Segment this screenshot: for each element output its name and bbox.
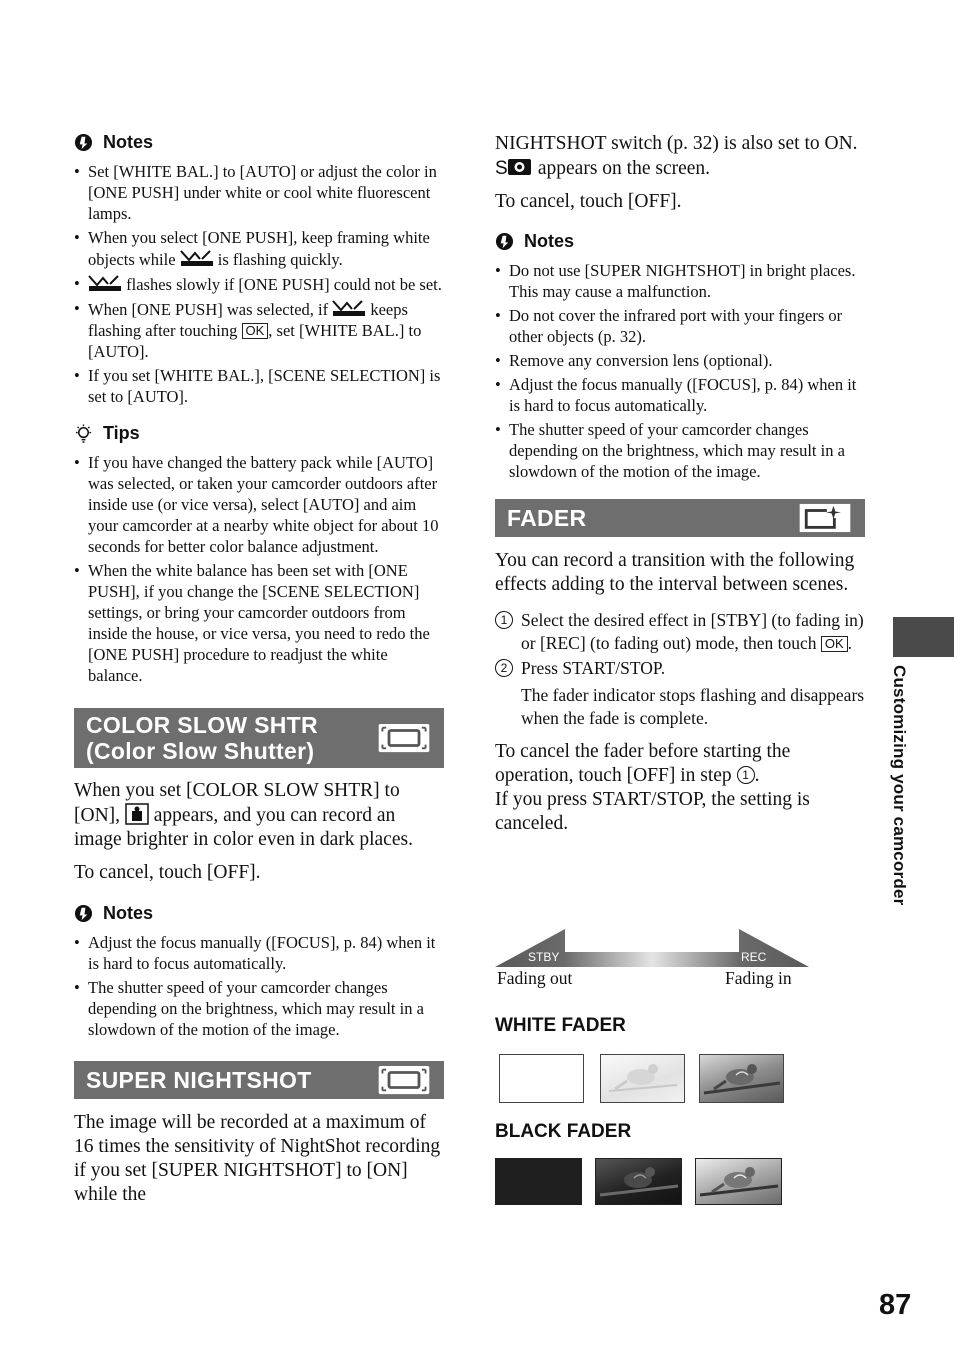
paragraph: To cancel the fader before starting the operation, touch [OFF] in step 1 . bbox=[495, 741, 791, 786]
ok-button-label: OK bbox=[821, 636, 848, 652]
super-nightshot-icon bbox=[495, 156, 533, 178]
notes-heading: Notes bbox=[495, 231, 865, 252]
right-column bbox=[495, 132, 865, 836]
list-item: • Do not use [SUPER NIGHTSHOT] in bright places. This may cause a malfunction. bbox=[495, 260, 865, 302]
white-fader-frame-3 bbox=[699, 1054, 784, 1103]
tips-list bbox=[74, 452, 444, 686]
paragraph: If you press START/STOP, the setting is canceled. bbox=[495, 789, 810, 834]
color-slow-shutter-icon bbox=[125, 803, 149, 825]
step-1: 1 Select the desired effect in [STBY] (to fading in) or [REC] (to fading out) mode, then touch OK . bbox=[495, 609, 865, 655]
left-column bbox=[74, 132, 444, 1207]
chapter-tab bbox=[893, 617, 954, 657]
section-bar-color-slow-shtr bbox=[74, 708, 444, 768]
fader-diagram bbox=[495, 928, 810, 992]
section-title: SUPER NIGHTSHOT bbox=[86, 1067, 312, 1093]
page-number: 87 bbox=[879, 1289, 912, 1321]
list-item: • Adjust the focus manually ([FOCUS], p. 84) when it is hard to focus automatically. bbox=[495, 374, 865, 416]
step-2: 2 Press START/STOP. The fader indicator stops flashing and disappears when the fade is complete. bbox=[495, 657, 865, 730]
ok-button-label: OK bbox=[242, 323, 269, 339]
list-item: • The shutter speed of your camcorder changes depending on the brightness, which may result in a slowdown of the motion of the image. bbox=[74, 977, 444, 1040]
paragraph: S appears on the screen. bbox=[495, 158, 711, 179]
camera-mode-icon bbox=[376, 723, 432, 753]
lightbulb-icon bbox=[74, 424, 93, 443]
step-number: 1 bbox=[737, 766, 755, 784]
step-detail: The fader indicator stops flashing and disappears when the fade is complete. bbox=[521, 685, 865, 728]
chapter-label: Customizing your camcorder bbox=[890, 665, 909, 906]
step-number: 2 bbox=[495, 659, 513, 677]
section-bar-fader bbox=[495, 499, 865, 537]
white-balance-icon bbox=[332, 298, 366, 318]
list-item: • Adjust the focus manually ([FOCUS], p. 84) when it is hard to focus automatically. bbox=[74, 932, 444, 974]
rec-tag: REC bbox=[741, 950, 767, 964]
list-item: • When you select [ONE PUSH], keep framing white objects while is flashing quickly. bbox=[74, 227, 444, 270]
paragraph: The image will be recorded at a maximum of 16 times the sensitivity of NightShot recording if you set [SUPER NIGHTSHOT] to [ON] while the bbox=[74, 1112, 441, 1205]
paragraph: You can record a transition with the following effects adding to the interval between scenes. bbox=[495, 550, 855, 595]
list-item: • If you set [WHITE BAL.], [SCENE SELECTION] is set to [AUTO]. bbox=[74, 365, 444, 407]
fader-icon bbox=[797, 503, 853, 533]
fading-out-caption: Fading out bbox=[497, 968, 573, 988]
white-balance-icon bbox=[88, 273, 122, 293]
white-fader-heading: WHITE FADER bbox=[495, 1015, 626, 1036]
notes-list bbox=[74, 161, 444, 407]
list-item: • Do not cover the infrared port with your fingers or other objects (p. 32). bbox=[495, 305, 865, 347]
white-fader-frame-1 bbox=[499, 1054, 584, 1103]
white-balance-icon bbox=[180, 248, 214, 268]
notes-icon bbox=[74, 904, 93, 923]
notes-list bbox=[495, 260, 865, 482]
black-fader-frame-2 bbox=[595, 1158, 682, 1205]
list-item: • Set [WHITE BAL.] to [AUTO] or adjust the color in [ONE PUSH] under white or cool white fluorescent lamps. bbox=[74, 161, 444, 224]
notes-list bbox=[74, 932, 444, 1040]
section-title: FADER bbox=[507, 505, 587, 531]
section-bar-super-nightshot bbox=[74, 1061, 444, 1099]
black-fader-heading: BLACK FADER bbox=[495, 1121, 632, 1142]
black-fader-frame-3 bbox=[695, 1158, 782, 1205]
list-item: • flashes slowly if [ONE PUSH] could not be set. bbox=[74, 273, 444, 295]
paragraph: NIGHTSHOT switch (p. 32) is also set to ON. bbox=[495, 133, 858, 154]
svg-text:S: S bbox=[495, 158, 508, 178]
list-item: • If you have changed the battery pack while [AUTO] was selected, or taken your camcorder outdoors after inside use (or vice versa), select [AUTO] and aim your camcorder at a nearby white object for about 10 seconds for better color balance adjustment. bbox=[74, 452, 444, 557]
section-title: COLOR SLOW SHTR (Color Slow Shutter) bbox=[86, 712, 318, 764]
list-item: • Remove any conversion lens (optional). bbox=[495, 350, 865, 371]
cancel-text: To cancel, touch [OFF]. bbox=[74, 862, 261, 883]
black-fader-frame-1 bbox=[495, 1158, 582, 1205]
list-item: • When [ONE PUSH] was selected, if keeps flashing after touching OK , set [WHITE BAL.] to [AUTO]. bbox=[74, 298, 444, 362]
notes-icon bbox=[74, 133, 93, 152]
camera-mode-icon bbox=[376, 1065, 432, 1095]
tips-heading: Tips bbox=[74, 423, 444, 444]
fading-in-caption: Fading in bbox=[725, 968, 792, 988]
notes-heading: Notes bbox=[74, 132, 444, 153]
notes-icon bbox=[495, 232, 514, 251]
cancel-text: To cancel, touch [OFF]. bbox=[495, 191, 682, 212]
white-fader-frame-2 bbox=[600, 1054, 685, 1103]
stby-tag: STBY bbox=[528, 950, 560, 964]
step-number: 1 bbox=[495, 611, 513, 629]
notes-heading: Notes bbox=[74, 903, 444, 924]
list-item: • When the white balance has been set with [ONE PUSH], if you change the [SCENE SELECTION] settings, or bring your camcorder outdoors from inside the house, or vice versa, you need to redo the [ONE PUSH] procedure to readjust the white balance. bbox=[74, 560, 444, 686]
list-item: • The shutter speed of your camcorder changes depending on the brightness, which may result in a slowdown of the motion of the image. bbox=[495, 419, 865, 482]
paragraph: When you set [COLOR SLOW SHTR] to [ON], appears, and you can record an image brighter in color even in dark places. bbox=[74, 780, 413, 850]
